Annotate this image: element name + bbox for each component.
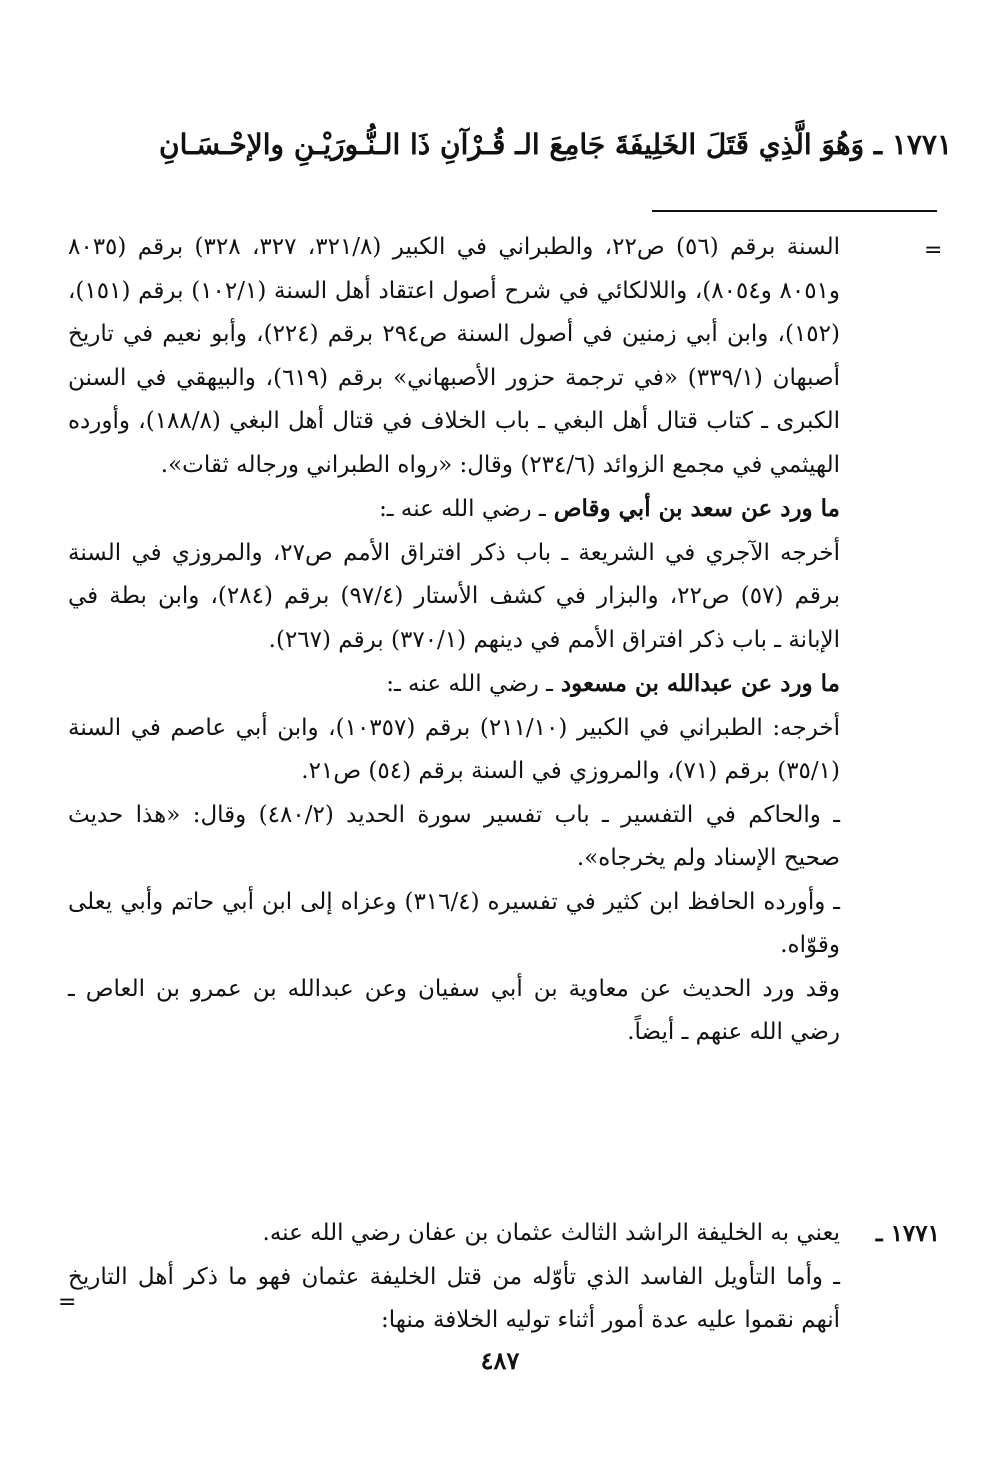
footnote-continuation [68, 226, 840, 1055]
citation-paragraph: ـ وأورده الحافظ ابن كثير في تفسيره (٣١٦/٤) وعزاه إلى ابن أبي حاتم وأبي يعلى وقوّاه. [68, 888, 840, 958]
section-heading [68, 487, 840, 532]
footnote-line: ـ وأما التأويل الفاسد الذي تأوّله من قتل الخليفة عثمان فهو ما ذكر أهل التاريخ أنهم نقموا عليه عدة أمور أثناء توليه الخلافة منها: [68, 1263, 840, 1333]
section-heading [68, 662, 840, 707]
section-heading-honorific: ـ رضي الله عنه ـ: [379, 496, 546, 522]
continuation-mark-top: = [924, 238, 943, 263]
citation-paragraph: السنة برقم (٥٦) ص٢٢، والطبراني في الكبير (٣٢١/٨، ٣٢٧، ٣٢٨) برقم (٨٠٣٥ و٨٠٥١ و٨٠٥٤)، واللالكائي في شرح أصول اعتقاد أهل السنة (١٠٢/١) برقم (١٥١)، (١٥٢)، وابن أبي زمنين في أصول السنة ص٢٩٤ برقم (٢٢٤)، وأبو نعيم في تاريخ أصبهان (٣٣٩/١) «في ترجمة حزور الأصبهاني» برقم (٦١٩)، والبيهقي في السنن الكبرى ـ كتاب قتال أهل البغي ـ باب الخلاف في قتال أهل البغي (١٨٨/٨)، وأورده الهيثمي في مجمع الزوائد (٢٣٤/٦) وقال: «رواه الطبراني ورجاله ثقات». [68, 234, 841, 478]
footnote-line: يعني به الخليفة الراشد الثالث عثمان بن عفان رضي الله عنه. [262, 1220, 840, 1246]
footnote-body [68, 1212, 840, 1343]
citation-paragraph: ـ والحاكم في التفسير ـ باب تفسير سورة الحديد (٤٨٠/٢) وقال: «هذا حديث صحيح الإسناد ولم يخرجاه». [68, 801, 840, 871]
separator-rule [652, 210, 937, 212]
verse-header: ١٧٧١ ـ وَهُوَ الَّذِي قَتَلَ الخَلِيفَةَ جَامِعَ الـ قُـرْآنِ ذَا الـنُّـورَيْـنِ والإحْـسَـانِ [159, 128, 952, 161]
citation-paragraph: وقد ورد الحديث عن معاوية بن أبي سفيان وعن عبدالله بن عمرو بن العاص ـ رضي الله عنهم ـ أيضاً. [68, 975, 840, 1045]
page-number: ٤٨٧ [480, 1346, 520, 1375]
continuation-mark-bottom: = [58, 1290, 77, 1315]
citation-paragraph: أخرجه الآجري في الشريعة ـ باب ذكر افتراق الأمم ص٢٧، والمروزي في السنة برقم (٥٧) ص٢٢، والبزار في كشف الأستار (٩٧/٤) برقم (٢٨٤)، وابن بطة في الإبانة ـ باب ذكر افتراق الأمم في دينهم (٣٧٠/١) برقم (٢٦٧). [68, 539, 840, 653]
footnote-number: ١٧٧١ ـ [875, 1220, 940, 1247]
section-heading-title: ما ورد عن سعد بن أبي وقاص [553, 495, 840, 522]
section-heading-title: ما ورد عن عبدالله بن مسعود [560, 670, 840, 697]
section-heading-honorific: ـ رضي الله عنه ـ: [386, 671, 553, 697]
citation-paragraph: أخرجه: الطبراني في الكبير (٢١١/١٠) برقم (١٠٣٥٧)، وابن أبي عاصم في السنة (٣٥/١) برقم (٧١)، والمروزي في السنة برقم (٥٤) ص٢١. [68, 714, 840, 784]
